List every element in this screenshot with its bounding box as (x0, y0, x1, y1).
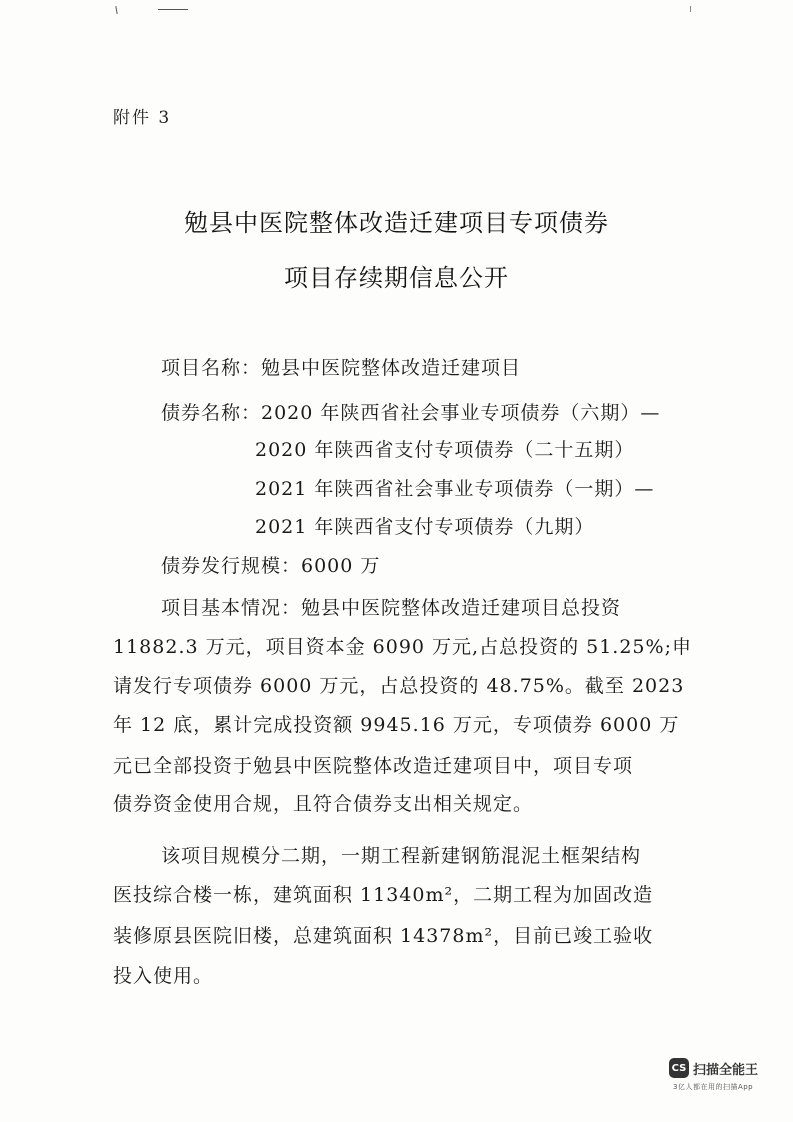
paragraph-line: 年 12 底，累计完成投资额 9945.16 万元，专项债券 6000 万 (113, 714, 680, 736)
attachment-label: 附件 3 (113, 108, 172, 128)
camscanner-logo-icon: CS (669, 1058, 689, 1078)
bond-name-continuation: 2021 年陕西省支付专项债券（九期） (255, 516, 595, 538)
paragraph-line: 元已全部投资于勉县中医院整体改造迁建项目中，项目专项 (113, 755, 634, 777)
scan-mark (690, 6, 691, 12)
paragraph-line: 该项目规模分二期，一期工程新建钢筋混泥土框架结构 (161, 845, 642, 867)
scan-mark (115, 6, 117, 14)
bond-name-line: 债券名称：2020 年陕西省社会事业专项债券（六期）— (161, 402, 661, 424)
paragraph-line: 请发行专项债券 6000 万元，占总投资的 48.75%。截至 2023 (113, 675, 685, 697)
paragraph-line: 11882.3 万元，项目资本金 6090 万元,占总投资的 51.25%;申 (113, 636, 692, 658)
paragraph-line: 装修原县医院旧楼，总建筑面积 14378m²，目前已竣工验收 (113, 925, 654, 947)
bond-name-continuation: 2020 年陕西省支付专项债券（二十五期） (255, 439, 635, 461)
bond-scale-line: 债券发行规模：6000 万 (161, 555, 381, 577)
scan-artifact-marks (110, 6, 200, 16)
document-title-line-2: 项目存续期信息公开 (284, 264, 509, 292)
watermark-app-name: 扫描全能王 (693, 1063, 759, 1078)
document-title-line-1: 勉县中医院整体改造迁建项目专项债券 (184, 209, 609, 237)
paragraph-line: 医技综合楼一栋，建筑面积 11340m²，二期工程为加固改造 (113, 884, 654, 906)
scanner-watermark (669, 1058, 779, 1098)
watermark-tagline: 3亿人都在用的扫描App (673, 1083, 754, 1091)
paragraph-line: 项目基本情况：勉县中医院整体改造迁建项目总投资 (161, 597, 622, 619)
project-name-line: 项目名称：勉县中医院整体改造迁建项目 (161, 357, 522, 379)
paragraph-line: 投入使用。 (113, 965, 214, 987)
scan-mark (158, 9, 188, 10)
paragraph-line: 债券资金使用合规，且符合债券支出相关规定。 (113, 793, 534, 815)
bond-name-continuation: 2021 年陕西省社会事业专项债券（一期）— (255, 478, 655, 500)
